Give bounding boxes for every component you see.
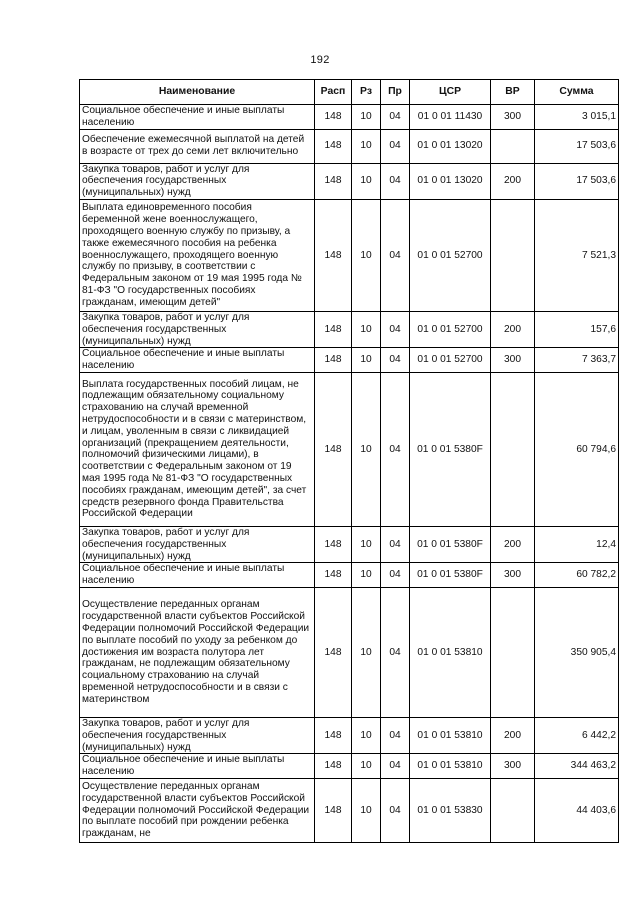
table-row: [80, 348, 619, 373]
row-rz-cell: 10: [352, 199, 381, 311]
col-header-rasp: Расп: [315, 80, 352, 105]
table-row: [80, 372, 619, 526]
table-row: [80, 778, 619, 842]
row-vr-cell: [491, 129, 535, 163]
row-rz-cell: 10: [352, 348, 381, 373]
row-pr-cell: 04: [381, 129, 410, 163]
row-rasp-cell: 148: [315, 526, 352, 562]
row-pr-cell: 04: [381, 348, 410, 373]
row-sum-cell: 6 442,2: [535, 717, 619, 753]
row-rasp-cell: 148: [315, 311, 352, 347]
row-sum-cell: 12,4: [535, 526, 619, 562]
row-pr-cell: 04: [381, 778, 410, 842]
row-csr-cell: 01 0 01 53810: [410, 754, 491, 779]
table-row: [80, 199, 619, 311]
row-pr-cell: 04: [381, 105, 410, 130]
row-pr-cell: 04: [381, 563, 410, 588]
row-rz-cell: 10: [352, 754, 381, 779]
row-rasp-cell: 148: [315, 372, 352, 526]
row-vr-cell: [491, 372, 535, 526]
row-vr-cell: 200: [491, 717, 535, 753]
row-rasp-cell: 148: [315, 105, 352, 130]
row-name-cell: Социальное обеспечение и иные выплаты населению: [80, 754, 315, 779]
row-pr-cell: 04: [381, 199, 410, 311]
row-csr-cell: 01 0 01 53830: [410, 778, 491, 842]
row-rasp-cell: 148: [315, 717, 352, 753]
row-vr-cell: 200: [491, 311, 535, 347]
row-rz-cell: 10: [352, 163, 381, 199]
row-rz-cell: 10: [352, 526, 381, 562]
header-row: [80, 80, 619, 105]
row-rasp-cell: 148: [315, 163, 352, 199]
row-rz-cell: 10: [352, 778, 381, 842]
budget-table: [79, 79, 619, 843]
table-row: [80, 717, 619, 753]
row-pr-cell: 04: [381, 587, 410, 717]
col-header-csr: ЦСР: [410, 80, 491, 105]
row-vr-cell: [491, 778, 535, 842]
row-rasp-cell: 148: [315, 199, 352, 311]
row-csr-cell: 01 0 01 5380F: [410, 372, 491, 526]
row-name-cell: Закупка товаров, работ и услуг для обеспечения государственных (муниципальных) нужд: [80, 163, 315, 199]
row-rz-cell: 10: [352, 311, 381, 347]
row-sum-cell: 17 503,6: [535, 129, 619, 163]
table-row: [80, 311, 619, 347]
row-name-cell: Социальное обеспечение и иные выплаты населению: [80, 563, 315, 588]
row-sum-cell: 44 403,6: [535, 778, 619, 842]
row-vr-cell: 300: [491, 563, 535, 588]
row-rasp-cell: 148: [315, 348, 352, 373]
table-row: [80, 129, 619, 163]
page-number: 192: [310, 54, 330, 66]
col-header-sum: Сумма: [535, 80, 619, 105]
row-csr-cell: 01 0 01 13020: [410, 163, 491, 199]
row-csr-cell: 01 0 01 5380F: [410, 526, 491, 562]
row-csr-cell: 01 0 01 5380F: [410, 563, 491, 588]
row-csr-cell: 01 0 01 52700: [410, 348, 491, 373]
col-header-vr: ВР: [491, 80, 535, 105]
col-header-rz: Рз: [352, 80, 381, 105]
row-name-cell: Выплата государственных пособий лицам, не подлежащим обязательному социальному страхованию на случай временной нетрудоспособности и в связи с материнством, и лицам, уволенным в связи с ликвидацией организаций (прекращением деятельности, полномочий физическими лицами), в соответствии с Федеральным законом от 19 мая 1995 года № 81-ФЗ "О государственных пособиях гражданам, имеющим детей", за счет средств резервного фонда Правительства Российской Федерации: [80, 372, 315, 526]
row-pr-cell: 04: [381, 526, 410, 562]
row-rasp-cell: 148: [315, 587, 352, 717]
row-vr-cell: 300: [491, 754, 535, 779]
table-row: [80, 587, 619, 717]
row-sum-cell: 344 463,2: [535, 754, 619, 779]
row-name-cell: Закупка товаров, работ и услуг для обеспечения государственных (муниципальных) нужд: [80, 311, 315, 347]
row-name-cell: Социальное обеспечение и иные выплаты населению: [80, 348, 315, 373]
row-rz-cell: 10: [352, 563, 381, 588]
row-sum-cell: 7 521,3: [535, 199, 619, 311]
row-csr-cell: 01 0 01 52700: [410, 311, 491, 347]
row-rasp-cell: 148: [315, 563, 352, 588]
row-rz-cell: 10: [352, 587, 381, 717]
row-csr-cell: 01 0 01 52700: [410, 199, 491, 311]
row-rasp-cell: 148: [315, 778, 352, 842]
row-vr-cell: [491, 199, 535, 311]
row-vr-cell: 200: [491, 526, 535, 562]
row-pr-cell: 04: [381, 372, 410, 526]
row-sum-cell: 3 015,1: [535, 105, 619, 130]
row-rasp-cell: 148: [315, 129, 352, 163]
row-rz-cell: 10: [352, 105, 381, 130]
table-row: [80, 754, 619, 779]
row-name-cell: Закупка товаров, работ и услуг для обеспечения государственных (муниципальных) нужд: [80, 526, 315, 562]
table-row: [80, 163, 619, 199]
row-pr-cell: 04: [381, 163, 410, 199]
row-sum-cell: 7 363,7: [535, 348, 619, 373]
row-rz-cell: 10: [352, 372, 381, 526]
row-vr-cell: 300: [491, 105, 535, 130]
row-sum-cell: 350 905,4: [535, 587, 619, 717]
table-row: [80, 105, 619, 130]
row-sum-cell: 60 794,6: [535, 372, 619, 526]
row-name-cell: Выплата единовременного пособия беременной жене военнослужащего, проходящего военную службу по призыву, а также ежемесячного пособия на ребенка военнослужащего, проходящего военную службу по призыву, в соответствии с Федеральным законом от 19 мая 1995 года № 81-ФЗ "О государственных пособиях гражданам, имеющим детей": [80, 199, 315, 311]
row-rz-cell: 10: [352, 129, 381, 163]
row-name-cell: Осуществление переданных органам государственной власти субъектов Российской Федерации полномочий Российской Федерации по выплате пособий по уходу за ребенком до достижения им возраста полутора лет гражданам, не подлежащим обязательному социальному страхованию на случай временной нетрудоспособности и в связи с материнством: [80, 587, 315, 717]
row-name-cell: Обеспечение ежемесячной выплатой на детей в возрасте от трех до семи лет включительно: [80, 129, 315, 163]
row-sum-cell: 157,6: [535, 311, 619, 347]
row-vr-cell: [491, 587, 535, 717]
row-name-cell: Закупка товаров, работ и услуг для обеспечения государственных (муниципальных) нужд: [80, 717, 315, 753]
row-csr-cell: 01 0 01 53810: [410, 587, 491, 717]
row-csr-cell: 01 0 01 53810: [410, 717, 491, 753]
row-sum-cell: 60 782,2: [535, 563, 619, 588]
row-sum-cell: 17 503,6: [535, 163, 619, 199]
col-header-name: Наименование: [80, 80, 315, 105]
row-pr-cell: 04: [381, 717, 410, 753]
table-row: [80, 526, 619, 562]
row-csr-cell: 01 0 01 11430: [410, 105, 491, 130]
col-header-pr: Пр: [381, 80, 410, 105]
row-vr-cell: 300: [491, 348, 535, 373]
row-vr-cell: 200: [491, 163, 535, 199]
row-name-cell: Социальное обеспечение и иные выплаты населению: [80, 105, 315, 130]
row-pr-cell: 04: [381, 754, 410, 779]
row-name-cell: Осуществление переданных органам государственной власти субъектов Российской Федерации полномочий Российской Федерации по выплате пособий при рождении ребенка гражданам, не: [80, 778, 315, 842]
row-pr-cell: 04: [381, 311, 410, 347]
row-rasp-cell: 148: [315, 754, 352, 779]
row-csr-cell: 01 0 01 13020: [410, 129, 491, 163]
table-row: [80, 563, 619, 588]
row-rz-cell: 10: [352, 717, 381, 753]
